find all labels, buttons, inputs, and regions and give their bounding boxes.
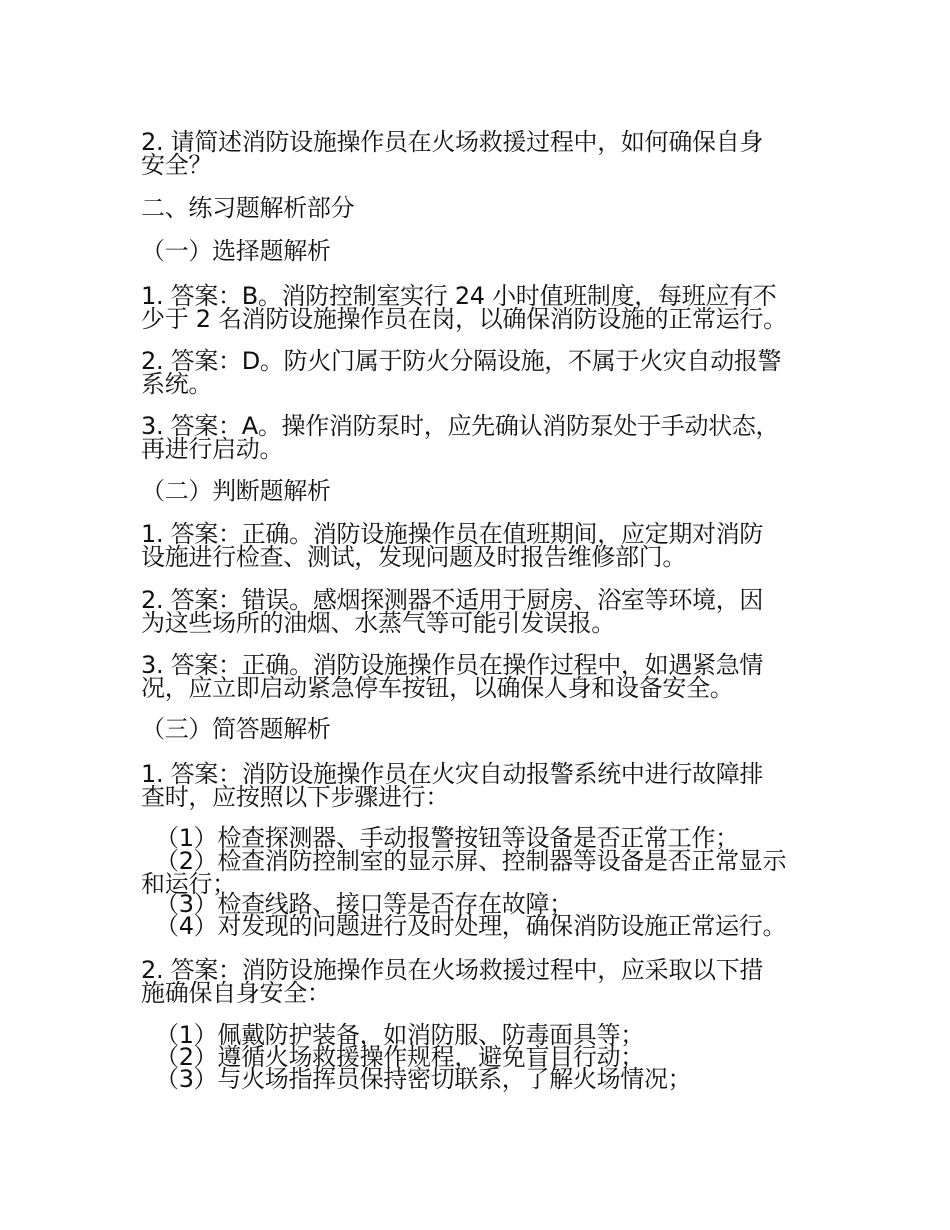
short-answer-1-step-2-line-1: （2）检查消防控制室的显示屏、控制器等设备是否正常显示 xyxy=(155,847,787,875)
judgment-answer-1-line-2: 设施进行检查、测试，发现问题及时报告维修部门。 xyxy=(141,543,687,571)
judgment-answer-2-line-2: 为这些场所的油烟、水蒸气等可能引发误报。 xyxy=(141,609,615,637)
judgment-answer-3-line-2: 况，应立即启动紧急停车按钮，以确保人身和设备安全。 xyxy=(141,674,734,702)
short-answer-2-line-2: 施确保自身安全： xyxy=(141,979,331,1007)
short-answer-2-step-3: （3）与火场指挥员保持密切联系，了解火场情况； xyxy=(155,1065,692,1093)
choice-answer-3-line-2: 再进行启动。 xyxy=(141,435,284,463)
short-answer-2-line-1: 2. 答案：消防设施操作员在火场救援过程中，应采取以下措 xyxy=(141,956,764,984)
judgment-answer-3-line-1: 3. 答案：正确。消防设施操作员在操作过程中，如遇紧急情 xyxy=(141,651,764,679)
short-answer-1-line-1: 1. 答案：消防设施操作员在火灾自动报警系统中进行故障排 xyxy=(141,760,764,788)
choice-answer-2-line-1: 2. 答案：D。防火门属于防火分隔设施，不属于火灾自动报警 xyxy=(141,347,782,375)
choice-answer-2-line-2: 系统。 xyxy=(141,370,213,398)
short-answer-1-step-4: （4）对发现的问题进行及时处理，确保消防设施正常运行。 xyxy=(155,912,787,940)
short-answer-1-step-2-line-2: 和运行； xyxy=(141,870,236,898)
short-answer-1-step-3: （3）检查线路、接口等是否存在故障； xyxy=(155,890,573,918)
short-answer-2-step-2: （2）遵循火场救援操作规程，避免盲目行动； xyxy=(155,1043,644,1071)
question-2-line-1: 2. 请简述消防设施操作员在火场救援过程中，如何确保自身 xyxy=(141,128,764,156)
question-2-line-2: 安全？ xyxy=(141,151,213,179)
subsection-judgment-heading: （二）判断题解析 xyxy=(141,477,331,505)
short-answer-1-step-1: （1）检查探测器、手动报警按钮等设备是否正常工作； xyxy=(155,824,739,852)
section-heading: 二、练习题解析部分 xyxy=(141,194,355,222)
judgment-answer-2-line-1: 2. 答案：错误。感烟探测器不适用于厨房、浴室等环境，因 xyxy=(141,586,764,614)
short-answer-2-step-1: （1）佩戴防护装备，如消防服、防毒面具等； xyxy=(155,1021,644,1049)
subsection-choice-heading: （一）选择题解析 xyxy=(141,237,331,265)
choice-answer-1-line-2: 少于 2 名消防设施操作员在岗，以确保消防设施的正常运行。 xyxy=(141,305,787,333)
choice-answer-3-line-1: 3. 答案：A。操作消防泵时，应先确认消防泵处于手动状态， xyxy=(141,412,780,440)
subsection-short-answer-heading: （三）简答题解析 xyxy=(141,715,331,743)
judgment-answer-1-line-1: 1. 答案：正确。消防设施操作员在值班期间，应定期对消防 xyxy=(141,520,764,548)
choice-answer-1-line-1: 1. 答案：B。消防控制室实行 24 小时值班制度，每班应有不 xyxy=(141,282,777,310)
short-answer-1-line-2: 查时，应按照以下步骤进行： xyxy=(141,783,450,811)
